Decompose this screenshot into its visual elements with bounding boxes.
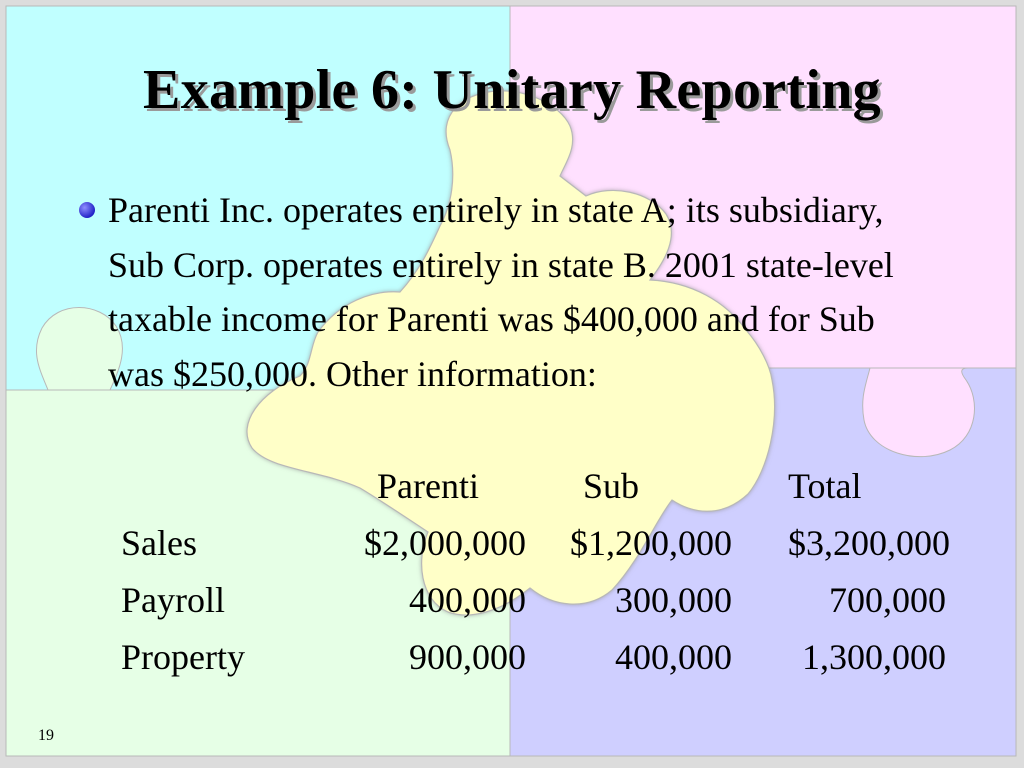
slide-number: 19 [38, 727, 54, 744]
cell-parenti: $2,000,000 [364, 523, 526, 563]
bullet-icon [79, 202, 95, 218]
table-header-total: Total [788, 466, 862, 506]
cell-total: 700,000 [829, 580, 946, 620]
row-label: Sales [121, 523, 197, 563]
cell-parenti: 400,000 [409, 580, 526, 620]
row-label: Property [121, 637, 245, 677]
bullet-text: Parenti Inc. operates entirely in state A; its subsidiary, Sub Corp. operates entirely in state B. 2001 state-level taxable income for Parenti was $400,000 and for Sub was $250,000. Other information: [108, 190, 894, 394]
cell-total: 1,300,000 [802, 637, 946, 677]
cell-parenti: 900,000 [409, 637, 526, 677]
table-header-sub: Sub [583, 466, 640, 506]
slide-title: Example 6: Unitary Reporting [143, 59, 881, 121]
row-label: Payroll [121, 580, 225, 620]
cell-sub: $1,200,000 [570, 523, 732, 563]
table-header-parenti: Parenti [377, 466, 479, 506]
cell-sub: 400,000 [615, 637, 732, 677]
cell-total: $3,200,000 [788, 523, 950, 563]
cell-sub: 300,000 [615, 580, 732, 620]
